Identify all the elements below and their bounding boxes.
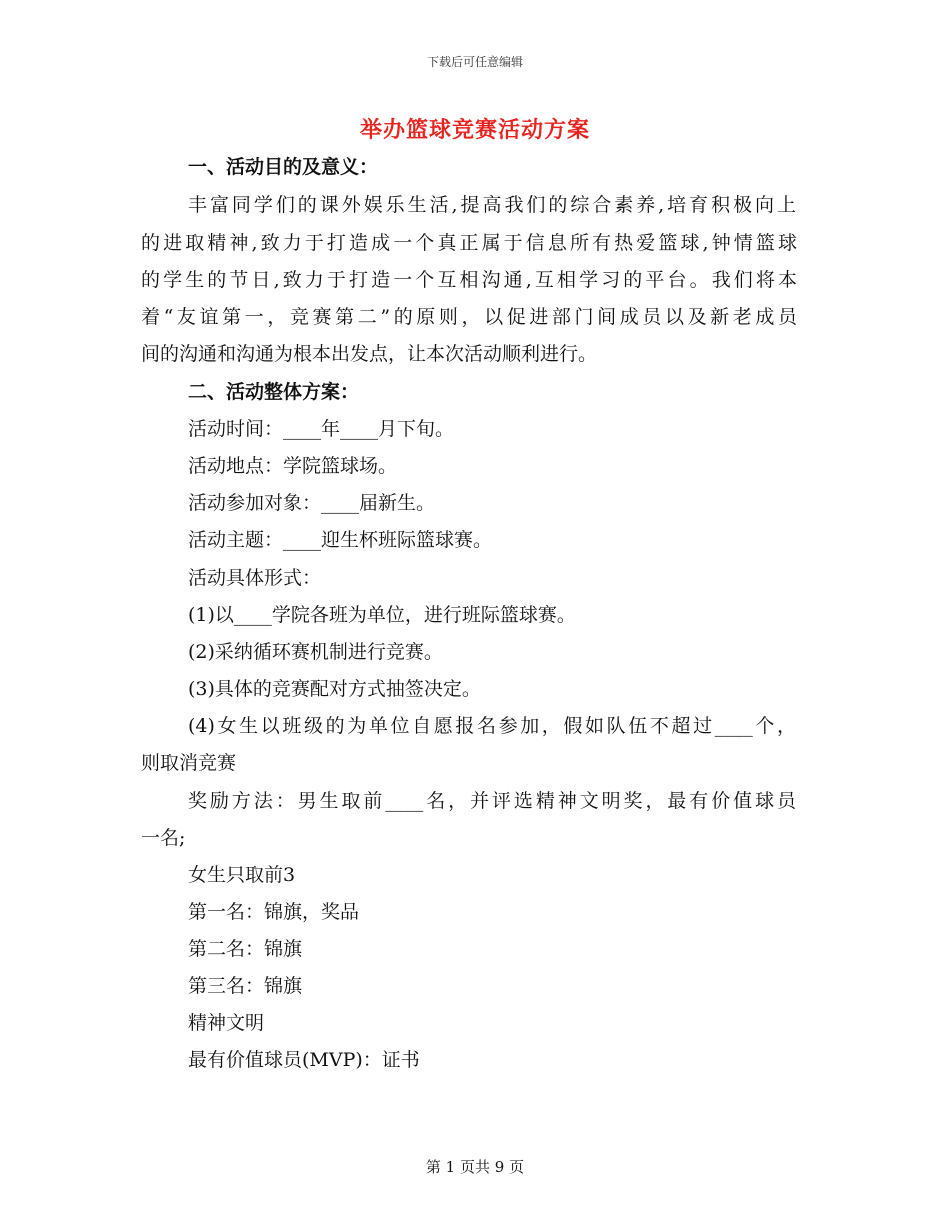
activity-theme: 活动主题：____迎生杯班际篮球赛。 (188, 529, 493, 551)
form-item-4-line-1: (4)女生以班级的为单位自愿报名参加，假如队伍不超过____个， (188, 715, 796, 737)
section2-heading: 二、活动整体方案： (188, 381, 360, 403)
form-item-3: (3)具体的竞赛配对方式抽签决定。 (188, 678, 481, 700)
award-method-line-1: 奖励方法：男生取前____名，并评选精神文明奖，最有价值球员 (188, 790, 796, 812)
form-item-2: (2)采纳循环赛机制进行竞赛。 (188, 641, 443, 663)
prize-third: 第三名：锦旗 (188, 975, 303, 997)
award-method-line-2: 一名; (141, 827, 186, 849)
form-item-4-line-2: 则取消竞赛 (141, 752, 237, 774)
girls-prize-note: 女生只取前3 (188, 864, 296, 886)
form-item-1: (1)以____学院各班为单位，进行班际篮球赛。 (188, 604, 576, 626)
section1-para-line-1: 丰富同学们的课外娱乐生活,提高我们的综合素养,培育积极向上 (188, 194, 796, 216)
section1-para-line-4: 着“友谊第一，竞赛第二”的原则，以促进部门间成员以及新老成员 (141, 306, 797, 328)
prize-mvp: 最有价值球员(MVP)：证书 (188, 1049, 420, 1071)
document-title: 举办篮球竞赛活动方案 (359, 117, 590, 143)
section1-para-line-2: 的进取精神,致力于打造成一个真正属于信息所有热爱篮球,钟情篮球 (141, 232, 797, 254)
section1-heading: 一、活动目的及意义： (188, 156, 379, 178)
header-note: 下载后可任意编辑 (426, 55, 523, 69)
activity-participants: 活动参加对象：____届新生。 (188, 492, 436, 514)
prize-sportsmanship: 精神文明 (188, 1012, 265, 1034)
activity-place: 活动地点：学院篮球场。 (188, 455, 398, 477)
prize-first: 第一名：锦旗，奖品 (188, 901, 360, 923)
activity-time: 活动时间：____年____月下旬。 (188, 418, 455, 440)
section1-para-line-3: 的学生的节日,致力于打造一个互相沟通,互相学习的平台。我们将本 (141, 269, 797, 291)
prize-second: 第二名：锦旗 (188, 938, 303, 960)
section1-para-line-5: 间的沟通和沟通为根本出发点，让本次活动顺利进行。 (141, 343, 598, 365)
activity-form-label: 活动具体形式： (188, 567, 322, 589)
page-footer: 第 1 页共 9 页 (425, 1158, 525, 1176)
